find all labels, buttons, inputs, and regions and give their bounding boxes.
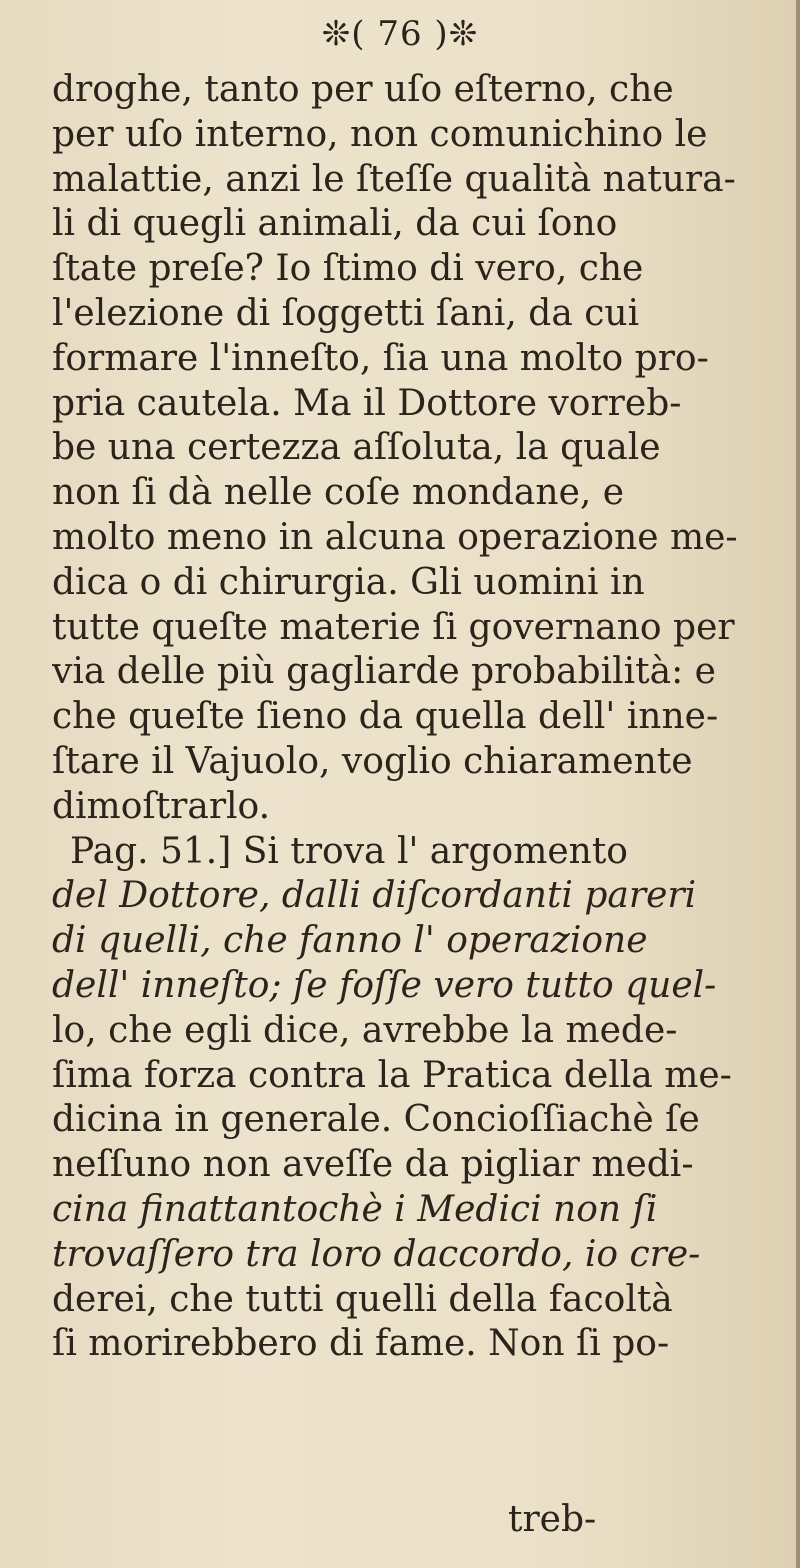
text-line: malattie, anzi le ſteſſe qualità natura-	[52, 158, 736, 200]
text-line: molto meno in alcuna operazione me-	[52, 516, 738, 558]
text-line: formare l'inneſto, ſia una molto pro-	[52, 337, 709, 379]
text-line: Pag. 51.] Si trova l' argomento	[70, 830, 628, 872]
text-line: cina finattantochè i Medici non ſi	[52, 1188, 658, 1230]
text-line: dell' inneſto; ſe foſſe vero tutto quel-	[52, 964, 717, 1006]
text-line: pria cautela. Ma il Dottore vorreb-	[52, 382, 682, 424]
text-line: di quelli, che fanno l' operazione	[52, 920, 648, 962]
text-line: lo, che egli dice, avrebbe la mede-	[52, 1009, 678, 1051]
text-line: neſſuno non aveſſe da pigliar medi-	[52, 1144, 694, 1186]
text-line: ſi morirebbero di fame. Non ſi po-	[52, 1323, 670, 1365]
text-line: non ſi dà nelle coſe mondane, e	[52, 472, 625, 514]
text-line: l'elezione di ſoggetti ſani, da cui	[52, 292, 640, 334]
page-edge-shadow	[796, 0, 800, 1568]
text-line: del Dottore, dalli diſcordanti pareri	[52, 875, 697, 917]
text-line: be una certezza aſſoluta, la quale	[52, 427, 661, 469]
text-line: dicina in generale. Concioſſiachè ſe	[52, 1099, 700, 1141]
text-line: ſima forza contra la Pratica della me-	[52, 1054, 732, 1096]
text-line: derei, che tutti quelli della facoltà	[52, 1278, 673, 1320]
text-line: droghe, tanto per uſo eſterno, che	[52, 69, 674, 110]
text-line: ſtare il Vajuolo, voglio chiaramente	[52, 740, 693, 782]
text-line: trovaſſero tra loro daccordo, io cre-	[52, 1233, 701, 1275]
text-line: che queſte ſieno da quella dell' inne-	[52, 696, 719, 738]
text-line: via delle più gagliarde probabilità: e	[52, 651, 716, 693]
text-line: li di quegli animali, da cui ſono	[52, 203, 618, 245]
text-line: tutte queſte materie ſi governano per	[52, 606, 735, 648]
catchword: treb-	[508, 1499, 597, 1540]
text-line: ſtate preſe? Io ſtimo di vero, che	[52, 248, 644, 290]
text-line: per uſo interno, non comunichino le	[52, 113, 708, 155]
page-number-header: ❊( 76 )❊	[321, 14, 479, 54]
text-line: dimoſtrarlo.	[52, 785, 271, 827]
text-line: dica o di chirurgia. Gli uomini in	[52, 561, 645, 603]
body-text	[52, 68, 792, 1367]
